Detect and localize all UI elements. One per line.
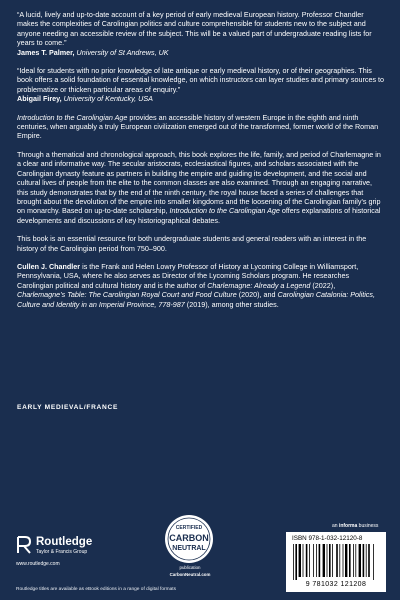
description-paragraph-3: This book is an essential resource for both undergraduate students and general readers with an interest in the history of the Carolingian period from 750–900. (17, 234, 367, 253)
description-paragraph-1 (17, 113, 385, 141)
bio-text: (2022), (310, 280, 336, 290)
routledge-logo-icon (16, 536, 32, 554)
informa-brand: informa (338, 523, 358, 529)
carbon-publication-label: publication (179, 565, 201, 570)
carbon-mid-text: CARBON (169, 533, 209, 543)
carbon-neutral-badge-icon (160, 512, 218, 568)
carbon-bot-text: NEUTRAL (172, 545, 206, 552)
ebook-notice: Routledge titles are available as eBook editions in a range of digital formats (16, 587, 176, 592)
barcode-bar (355, 544, 356, 577)
barcode-bar (299, 544, 301, 577)
bio-text: (2019), among other studies. (184, 299, 279, 309)
publisher-group: Taylor & Francis Group (36, 549, 88, 555)
work-title: Charlemagne: Already a Legend (207, 280, 311, 290)
barcode-bar (313, 544, 314, 577)
barcode-bar (323, 544, 325, 577)
barcode-bar (295, 544, 297, 580)
reviewer-affiliation: University of Kentucky, USA (63, 94, 153, 104)
work-title: Carolingian Catalonia: Politics, Culture and Identity in an Imperial Province, 778-987 (17, 290, 375, 309)
barcode-bar (332, 544, 333, 577)
barcode-bar (316, 544, 317, 577)
barcode-bar (327, 544, 328, 577)
quote-text: “A lucid, lively and up-to-date account of a key period of early medieval European history. Professor Chandler makes the complexities of Carolingian politics and culture comprehensible for students new to the subject and anyone needing an accessible review of the subject. This will be a valued part of undergraduate reading lists for years to come.” (17, 10, 372, 48)
barcode-bar (336, 544, 338, 577)
barcode-panel (286, 532, 386, 592)
book-title: Introduction to the Carolingian Age (17, 112, 128, 122)
barcode-bar (349, 544, 351, 577)
barcode-bar (363, 544, 365, 577)
barcode-bar (359, 544, 361, 577)
cover-footer (0, 502, 400, 600)
book-title: Introduction to the Carolingian Age (169, 206, 280, 216)
informa-tagline (332, 523, 378, 529)
informa-prefix: an (332, 523, 339, 529)
work-title: Charlemagne’s Table: The Carolingian Royal Court and Food Culture (17, 290, 237, 300)
barcode-bar (309, 544, 310, 577)
barcode-bar (345, 544, 347, 577)
barcode-bar (319, 544, 321, 577)
description-text: Through a thematical and chronological approach, this book explores the life, family, and period of Charlemagne in a clear and informative way. The secular aristocrats, ecclesiastical figures, and scholars associated with the Carolingian dynasty feature as partners in building the empire and guiding its development, and the social and cultural lives of people from the elite to the common classes are also examined. Through an engaging narrative, this study demonstrates that by the end of the ninth century, the royal house faced a series of challenges that brought about the devolution of the empire into smaller kingdoms and the loosening of the Carolingian family’s grip on monarchy. Based on up-to-date scholarship, (17, 149, 381, 216)
barcode-bar (368, 544, 370, 577)
back-cover-text (17, 10, 385, 318)
author-bio (17, 262, 385, 309)
carbon-top-text: CERTIFIED (175, 525, 203, 531)
reviewer-affiliation: University of St Andrews, UK (76, 47, 169, 57)
review-quote-2: “Ideal for students with no prior knowledge of late antique or early medieval history, or of their geographies. This book offers a solid foundation of essential knowledge, on which instructors can layer studies and primary sources to problematize or thicken particular areas of enquiry.” Abigail Firey, University of Kentucky, USA (17, 66, 385, 104)
description-text: offers explanations of historical developments and discussions of key historiographical debates. (17, 206, 381, 225)
carbon-url: CarbonNeutral.com (169, 572, 211, 577)
informa-suffix: business (357, 523, 379, 529)
subject-category: EARLY MEDIEVAL/FRANCE (17, 404, 119, 411)
barcode-digits: 9 781032 121208 (305, 581, 367, 588)
publisher-url: www.routledge.com (16, 561, 60, 567)
barcode-icon (292, 544, 380, 580)
publisher-name: Routledge (36, 536, 93, 548)
barcode-bar (366, 544, 367, 577)
barcode-bar (373, 544, 374, 580)
barcode-bar (306, 544, 308, 577)
quote-text: “Ideal for students with no prior knowledge of late antique or early medieval history, or of their geographies. This book offers a solid foundation of essential knowledge, on which instructors can layer studies and primary sources to problematize or thicken particular areas of enquiry.” (17, 66, 385, 94)
barcode-bar (303, 544, 304, 577)
reviewer-name: James T. Palmer (17, 47, 73, 57)
description-text: provides an accessible history of western Europe in the eighth and ninth centuries, when arguably a truly European civilization emerged out of the transformed, former world of the Roman Empire. (17, 112, 379, 141)
description-paragraph-2 (17, 150, 385, 225)
bio-text: is the Frank and Helen Lowry Professor of History at Lycoming College in Williamsport, Pennsylvania, USA, where he also serves as Director of the Lycoming Scholars program. He researches Carolingian political and cultural history and is the author of (17, 261, 359, 290)
isbn-number: ISBN 978-1-032-12120-8 (292, 535, 363, 542)
barcode-bar (353, 544, 354, 577)
review-quote-1: “A lucid, lively and up-to-date account of a key period of early medieval European history. Professor Chandler makes the complexities of Carolingian politics and culture comprehensible for students new to the subject and anyone needing an accessible review of the subject. This will be a valued part of undergraduate reading lists for years to come.” James T. Palmer, University of St Andrews, UK (17, 10, 385, 57)
author-name: Cullen J. Chandler (17, 261, 81, 271)
barcode-bar (329, 544, 331, 577)
barcode-bar (343, 544, 344, 577)
bio-text: (2020), and (236, 290, 278, 300)
reviewer-name: Abigail Firey (17, 94, 60, 104)
barcode-bar (293, 544, 294, 580)
barcode-bar (339, 544, 340, 577)
